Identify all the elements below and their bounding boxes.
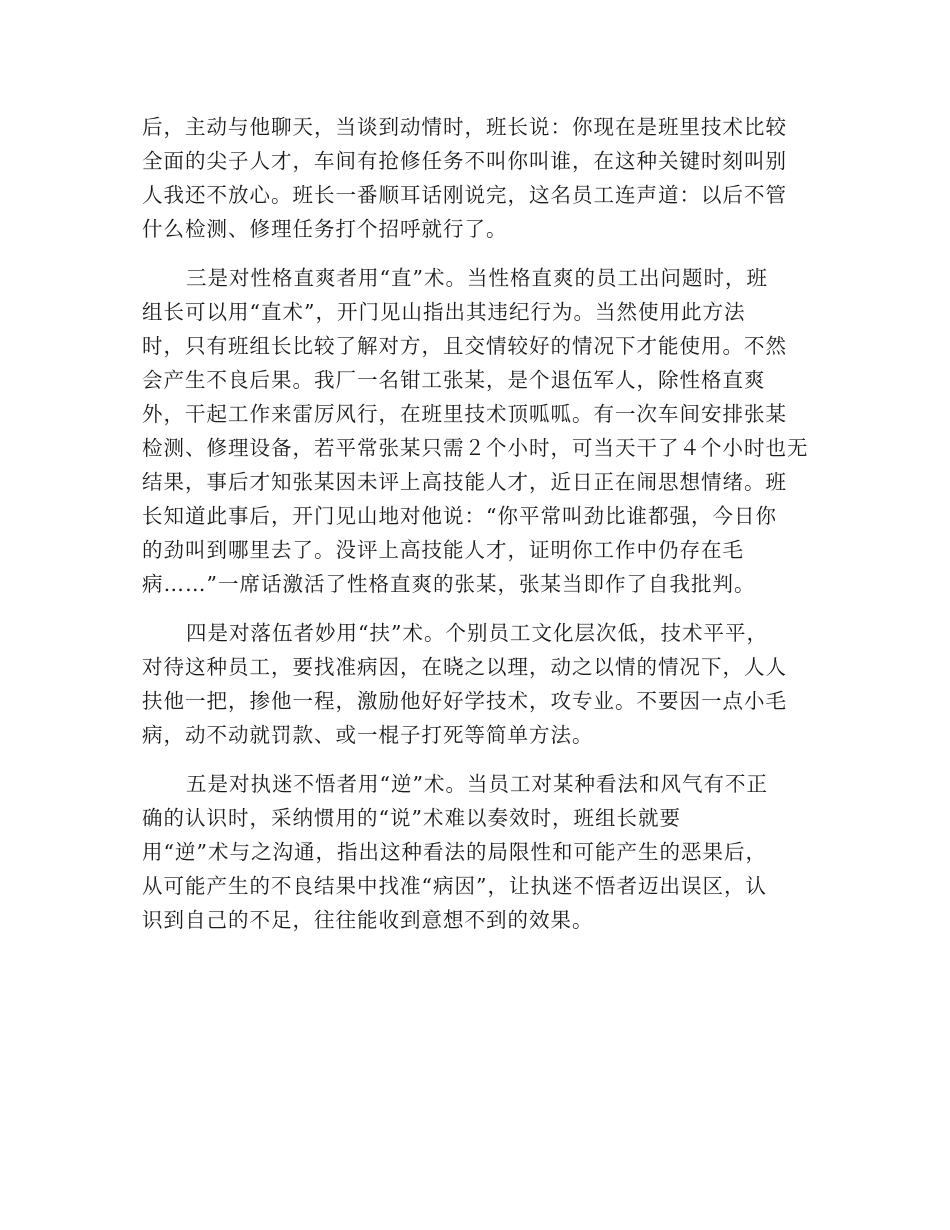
paragraph-3-line-4: 病，动不动就罚款、或一棍子打死等简单方法。 bbox=[142, 723, 594, 747]
paragraph-3-line-3: 扶他一把，掺他一程，激励他好好学技术，攻专业。不要因一点小毛 bbox=[142, 689, 787, 713]
paragraph-1-line-4: 什么检测、修理任务打个招呼就行了。 bbox=[142, 217, 508, 241]
paragraph-2-line-2: 组长可以用“直术”，开门见山指出其违纪行为。当然使用此方法 bbox=[142, 300, 746, 324]
paragraph-2-line-7: 结果，事后才知张某因未评上高技能人才，近日正在闹思想情绪。班 bbox=[142, 470, 787, 494]
paragraph-4-line-2: 确的认识时，采纳惯用的“说”术难以奏效时，班组长就要 bbox=[142, 806, 681, 830]
paragraph-4-line-4: 从可能产生的不良结果中找准“病因”，让执迷不悟者迈出误区，认 bbox=[142, 874, 767, 898]
paragraph-4-line-3: 用“逆”术与之沟通，指出这种看法的局限性和可能产生的恶果后， bbox=[142, 840, 767, 864]
paragraph-2-line-9: 的劲叫到哪里去了。没评上高技能人才，证明你工作中仍存在毛 bbox=[142, 538, 744, 562]
paragraph-2-line-1: 三是对性格直爽者用“直”术。当性格直爽的员工出问题时，班 bbox=[186, 266, 768, 290]
paragraph-2-line-3: 时，只有班组长比较了解对方，且交情较好的情况下才能使用。不然 bbox=[142, 334, 787, 358]
paragraph-1-line-3: 人我还不放心。班长一番顺耳话刚说完，这名员工连声道：以后不管 bbox=[142, 183, 787, 207]
paragraph-2-line-4: 会产生不良后果。我厂一名钳工张某，是个退伍军人，除性格直爽 bbox=[142, 368, 766, 392]
paragraph-4-line-5: 识到自己的不足，往往能收到意想不到的效果。 bbox=[142, 908, 594, 932]
paragraph-1-line-1: 后，主动与他聊天，当谈到动情时，班长说：你现在是班里技术比较 bbox=[142, 115, 787, 139]
paragraph-1-line-2: 全面的尖子人才，车间有抢修任务不叫你叫谁，在这种关键时刻叫别 bbox=[142, 149, 787, 173]
paragraph-2-line-10: 病……”一席话激活了性格直爽的张某，张某当即作了自我批判。 bbox=[142, 572, 756, 596]
paragraph-3-line-2: 对待这种员工，要找准病因，在晓之以理，动之以情的情况下，人人 bbox=[142, 655, 787, 679]
paragraph-2-line-5: 外，干起工作来雷厉风行，在班里技术顶呱呱。有一次车间安排张某 bbox=[142, 402, 787, 426]
paragraph-2-line-6: 检测、修理设备，若平常张某只需２个小时，可当天干了４个小时也无 bbox=[142, 436, 809, 460]
paragraph-3-line-1: 四是对落伍者妙用“扶”术。个别员工文化层次低，技术平平， bbox=[186, 621, 768, 645]
paragraph-2-line-8: 长知道此事后，开门见山地对他说：“你平常叫劲比谁都强，今日你 bbox=[142, 504, 777, 528]
paragraph-4-line-1: 五是对执迷不悟者用“逆”术。当员工对某种看法和风气有不正 bbox=[186, 772, 768, 796]
